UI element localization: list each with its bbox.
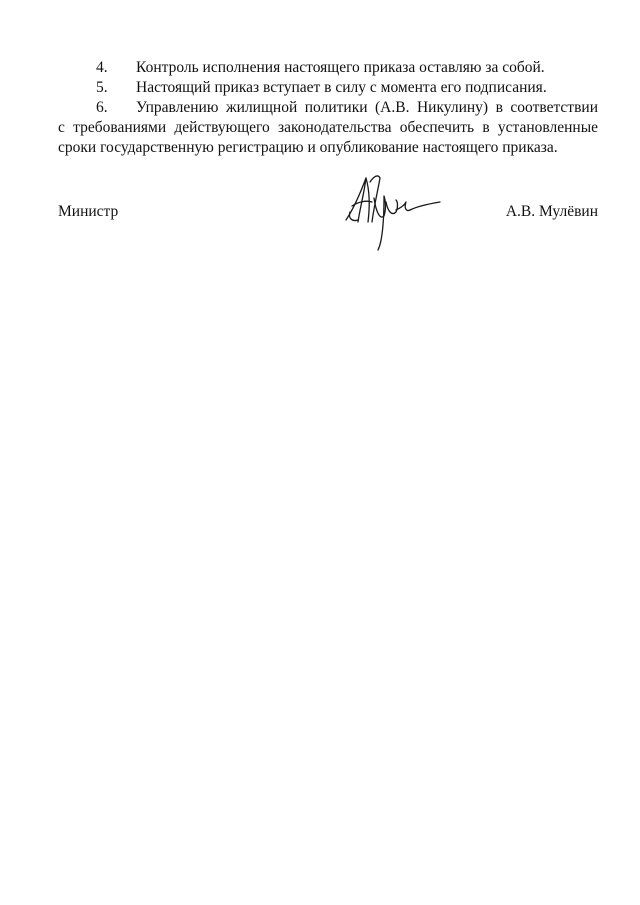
clause-number: 5.	[96, 79, 108, 96]
clause-number: 4.	[96, 59, 108, 76]
clause-6-continuation-line: сроки государственную регистрацию и опубликование настоящего приказа.	[58, 139, 558, 156]
clause-text: Управлению жилищной политики (А.В. Никулину) в соответствии	[136, 99, 598, 116]
clause-text: Настоящий приказ вступает в силу с момента его подписания.	[136, 79, 547, 96]
signature-block	[0, 200, 640, 260]
clause-6-continuation-line: с требованиями действующего законодательства обеспечить в установленные	[58, 119, 598, 136]
handwritten-signature-icon	[340, 172, 450, 252]
signatory-name: А.В. Мулёвин	[505, 203, 598, 220]
clause-text: Контроль исполнения настоящего приказа оставляю за собой.	[136, 59, 545, 76]
clause-number: 6.	[96, 99, 108, 116]
signatory-title: Министр	[58, 203, 119, 220]
